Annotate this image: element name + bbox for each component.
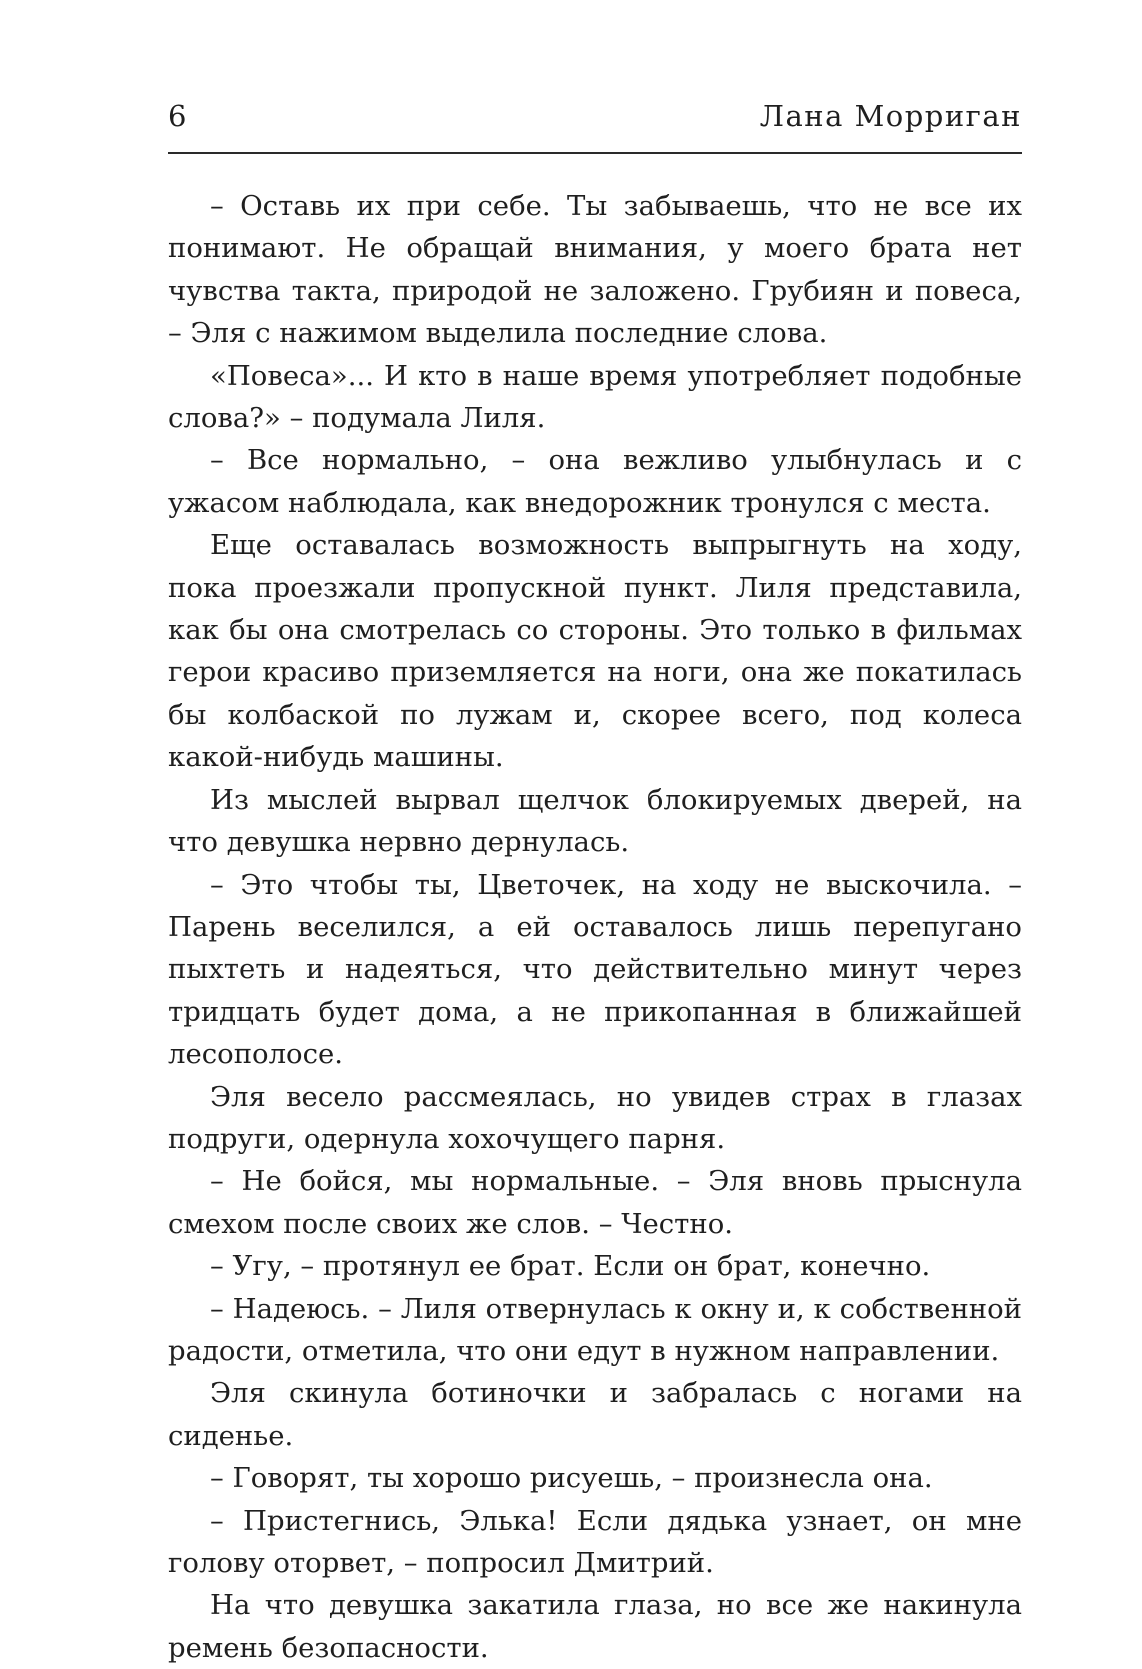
paragraph: – Это чтобы ты, Цветочек, на ходу не выскочила. – Парень веселился, а ей оставалось лишь перепугано пыхтеть и надеяться, что действительно минут через тридцать будет дома, а не прикопанная в ближайшей лесополосе. [168,868,1022,1071]
body-text [168,185,1022,1669]
page-number: 6 [168,99,187,133]
paragraph: Из мыслей вырвал щелчок блокируемых дверей, на что девушка нервно дернулась. [168,783,1022,859]
running-head [168,96,1022,136]
paragraph: Еще оставалась возможность выпрыгнуть на ходу, пока проезжали пропускной пункт. Лиля представила, как бы она смотрелась со стороны. Это только в фильмах герои красиво приземляется на ноги, она же покатилась бы колбаской по лужам и, скорее всего, под колеса какой-нибудь машины. [168,529,1022,774]
paragraph: – Все нормально, – она вежливо улыбнулась и с ужасом наблюдала, как внедорожник тронулся с места. [168,444,1022,519]
paragraph: Эля скинула ботиночки и забралась с ногами на сиденье. [168,1377,1022,1452]
paragraph: На что девушка закатила глаза, но все же накинула ремень безопасности. [168,1589,1022,1664]
paragraph: – Пристегнись, Элька! Если дядька узнает, он мне голову оторвет, – попросил Дмитрий. [168,1504,1022,1579]
paragraph: – Оставь их при себе. Ты забываешь, что не все их понимают. Не обращай внимания, у моего брата нет чувства такта, природой не заложено. Грубиян и повеса, – Эля с нажимом выделила последние слова. [168,190,1022,350]
author-name: Лана Морриган [759,99,1022,133]
paragraph: Эля весело рассмеялась, но увидев страх в глазах подруги, одернула хохочущего парня. [168,1080,1022,1155]
paragraph: – Говорят, ты хорошо рисуешь, – произнесла она. [210,1462,933,1495]
header-rule [168,152,1022,154]
paragraph: – Угу, – протянул ее брат. Если он брат, конечно. [210,1250,931,1283]
paragraph: – Не бойся, мы нормальные. – Эля вновь прыснула смехом после своих же слов. – Честно. [168,1165,1022,1240]
paragraph: «Повеса»... И кто в наше время употребляет подобные слова?» – подумала Лиля. [168,359,1022,435]
paragraph: – Надеюсь. – Лиля отвернулась к окну и, к собственной радости, отметила, что они едут в нужном направлении. [168,1292,1022,1367]
